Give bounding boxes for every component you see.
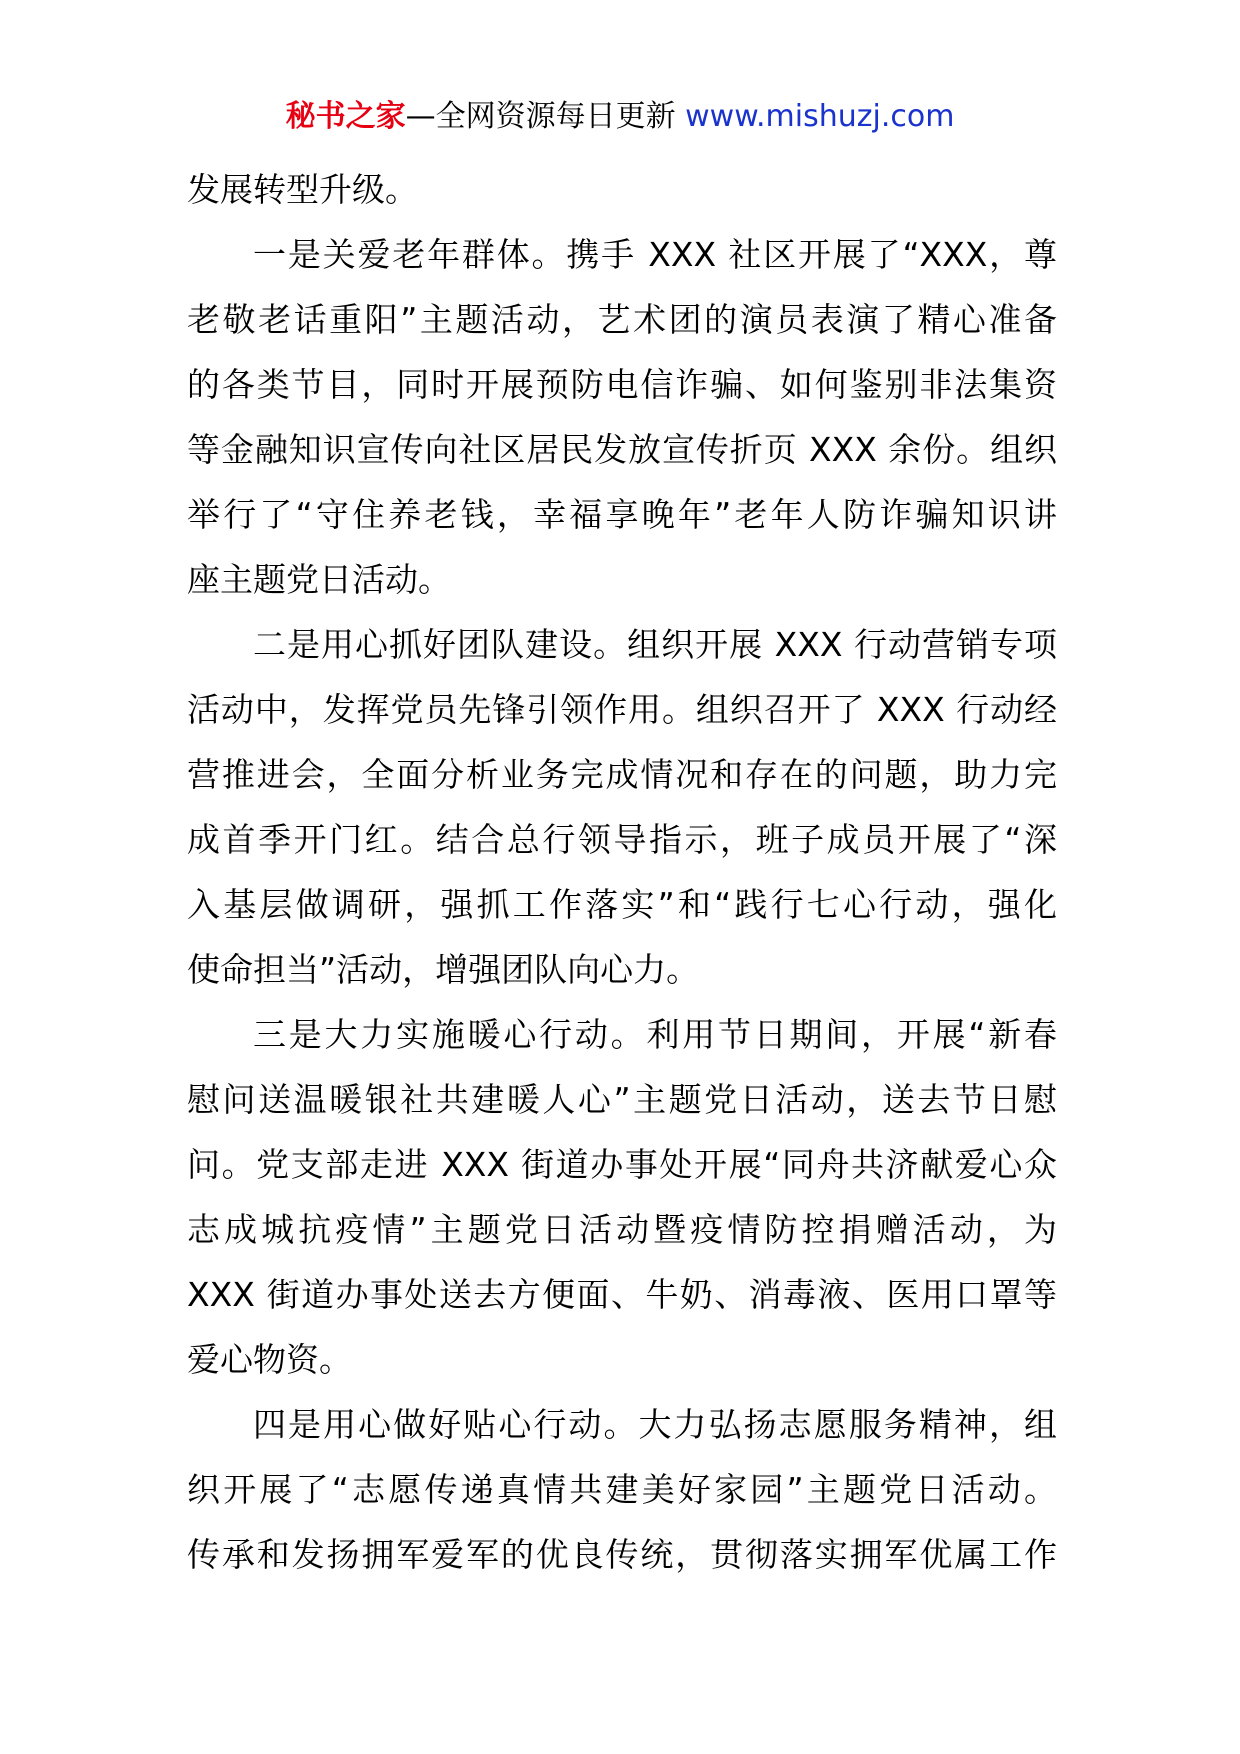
brand-name: 秘书之家 xyxy=(285,99,406,134)
text-line: 营推进会，全面分析业务完成情况和存在的问题，助力完 xyxy=(187,755,1057,794)
text-line: XXX 街道办事处送去方便面、牛奶、消毒液、医用口罩等 xyxy=(187,1275,1057,1314)
text-line: 传承和发扬拥军爱军的优良传统，贯彻落实拥军优属工作 xyxy=(187,1535,1057,1574)
text-line: 四是用心做好贴心行动。大力弘扬志愿服务精神，组 xyxy=(253,1405,1057,1444)
text-line: 使命担当”活动，增强团队向心力。 xyxy=(187,950,700,989)
text-line: 入基层做调研，强抓工作落实”和“践行七心行动，强化 xyxy=(187,885,1057,924)
text-line: 志成城抗疫情”主题党日活动暨疫情防控捐赠活动，为 xyxy=(187,1210,1057,1249)
text-line: 举行了“守住养老钱，幸福享晚年”老年人防诈骗知识讲 xyxy=(187,495,1057,534)
text-line: 爱心物资。 xyxy=(187,1340,352,1379)
text-line: 织开展了“志愿传递真情共建美好家园”主题党日活动。 xyxy=(187,1470,1057,1509)
header-tagline: —全网资源每日更新 xyxy=(405,99,686,134)
text-line: 等金融知识宣传向社区居民发放宣传折页 XXX 余份。组织 xyxy=(187,430,1057,469)
text-line: 成首季开门红。结合总行领导指示，班子成员开展了“深 xyxy=(187,820,1057,859)
page-header xyxy=(0,97,1240,137)
text-line: 二是用心抓好团队建设。组织开展 XXX 行动营销专项 xyxy=(253,625,1057,664)
text-line: 老敬老话重阳”主题活动，艺术团的演员表演了精心准备 xyxy=(187,300,1057,339)
text-line: 的各类节目，同时开展预防电信诈骗、如何鉴别非法集资 xyxy=(187,365,1057,404)
text-line: 座主题党日活动。 xyxy=(187,560,451,599)
text-line: 一是关爱老年群体。携手 XXX 社区开展了“XXX，尊 xyxy=(253,235,1057,274)
text-line: 慰问送温暖银社共建暖人心”主题党日活动，送去节日慰 xyxy=(187,1080,1057,1119)
text-line: 三是大力实施暖心行动。利用节日期间，开展“新春 xyxy=(253,1015,1057,1054)
text-line: 发展转型升级。 xyxy=(187,170,418,209)
document-body xyxy=(187,157,1057,1587)
website-link[interactable]: www.mishuzj.com xyxy=(685,99,955,134)
text-line: 问。党支部走进 XXX 街道办事处开展“同舟共济献爱心众 xyxy=(187,1145,1057,1184)
text-line: 活动中，发挥党员先锋引领作用。组织召开了 XXX 行动经 xyxy=(187,690,1057,729)
